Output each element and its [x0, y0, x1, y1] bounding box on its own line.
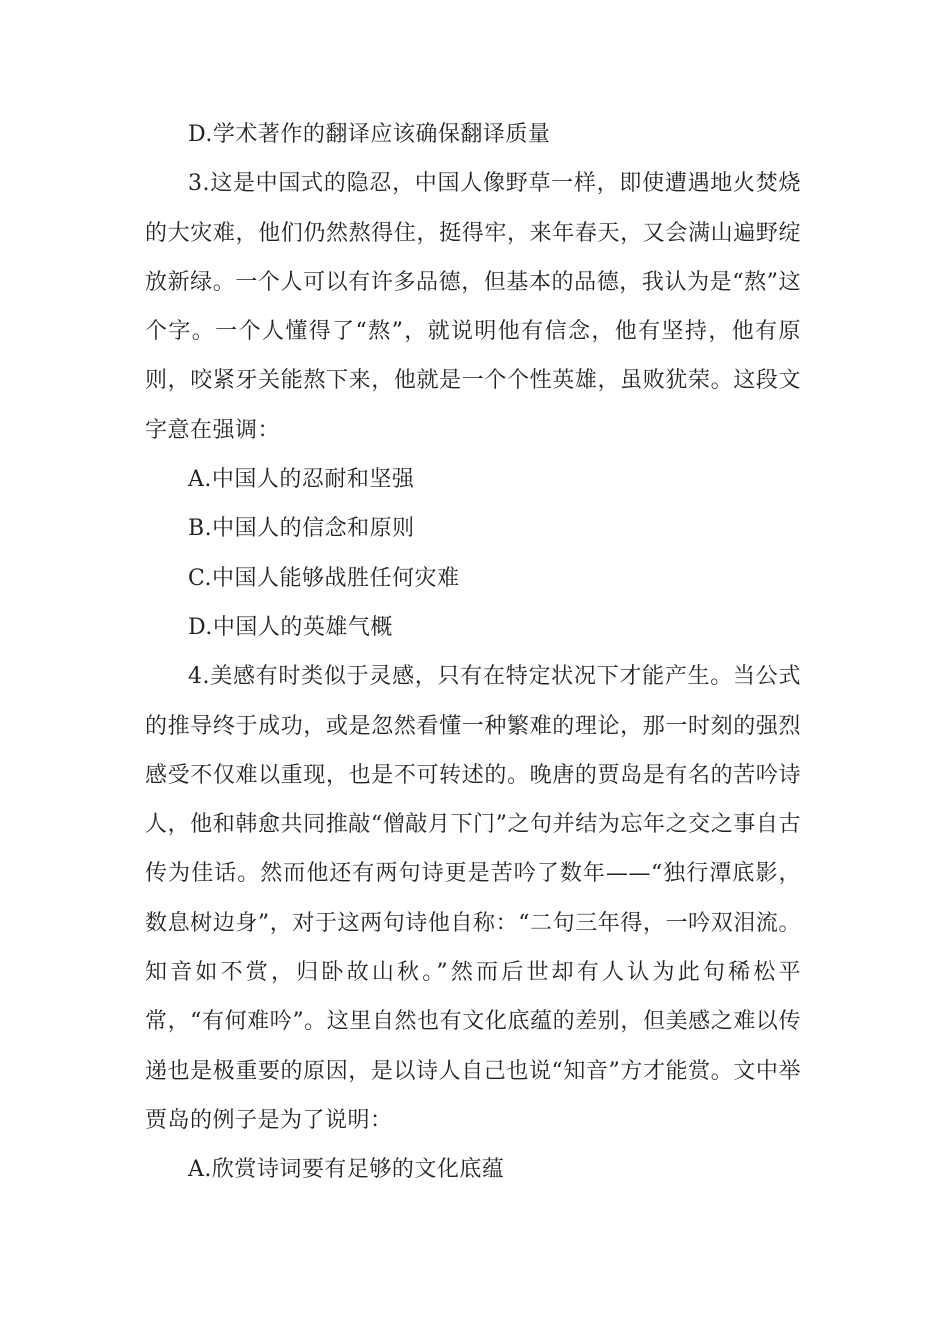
question-3-option-b: B.中国人的信念和原则: [188, 516, 415, 542]
question-3-option-c: C.中国人能够战胜任何灾难: [188, 565, 460, 591]
question-3-option-d: D.中国人的英雄气概: [188, 614, 393, 640]
question-3-stem: 3.这是中国式的隐忍，中国人像野草一样，即使遭遇地火焚烧的大灾难，他们仍然熬得住，挺得牢，来年春天，又会满山遍野绽放新绿。一个人可以有许多品德，但基本的品德，我认为是“熬”这个字。一个人懂得了“熬”，就说明他有信念，他有坚持，他有原则，咬紧牙关能熬下来，他就是一个个性英雄，虽败犹荣。这段文字意在强调：: [145, 171, 801, 443]
question-3-option-a: A.中国人的忍耐和坚强: [188, 467, 415, 493]
question-4-stem: 4.美感有时类似于灵感，只有在特定状况下才能产生。当公式的推导终于成功，或是忽然看懂一种繁难的理论，那一时刻的强烈感受不仅难以重现，也是不可转述的。晚唐的贾岛是有名的苦吟诗人，他和韩愈共同推敲“僧敲月下门”之句并结为忘年之交之事自古传为佳话。然而他还有两句诗更是苦吟了数年——“独行潭底影，数息树边身”，对于这两句诗他自称：“二句三年得，一吟双泪流。知音如不赏，归卧故山秋。”然而后世却有人认为此句稀松平常，“有何难吟”。这里自然也有文化底蕴的差别，但美感之难以传递也是极重要的原因，是以诗人自己也说“知音”方才能赏。文中举贾岛的例子是为了说明：: [145, 664, 801, 1133]
document-body: [145, 110, 801, 1195]
question-4-option-a: A.欣赏诗词要有足够的文化底蕴: [188, 1157, 505, 1183]
previous-question-option-d: D.学术著作的翻译应该确保翻译质量: [188, 122, 551, 147]
